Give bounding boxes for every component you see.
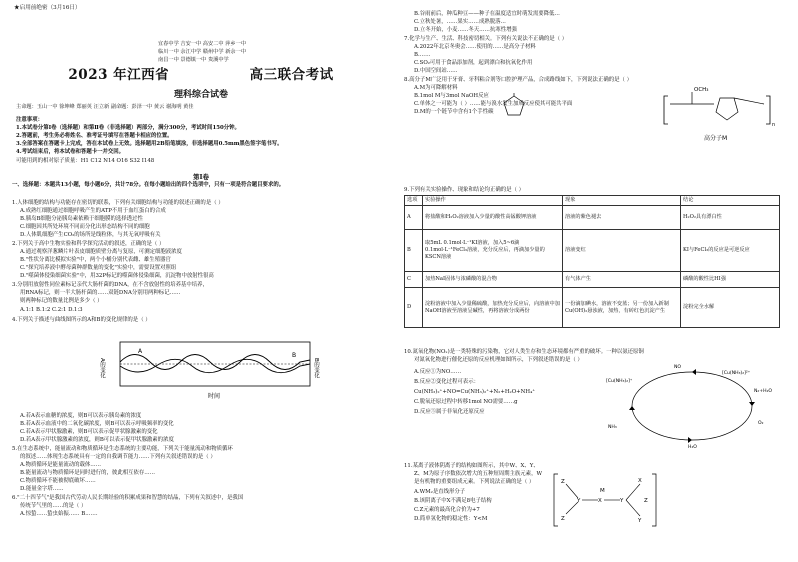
option-line: B.该阴离子中X不满足8电子结构 (414, 498, 492, 504)
polymer-och3: OCH₃ (694, 87, 709, 93)
option-line: C.SO₂可用于食品添加剂，起到漂白和抗氧化作用 (414, 60, 533, 66)
table-cell: 溶液的紫色褪去 (563, 206, 681, 230)
q4-y-right: B的变化 (313, 358, 319, 379)
cycle-arrow (749, 402, 755, 406)
table-header-cell: 现象 (563, 196, 681, 206)
cycle-arrow (692, 369, 696, 375)
question-line: Z、M为原子序数依次增大的五种短周期主族元素，W (414, 471, 543, 477)
q4-figure (100, 326, 330, 404)
question-line: 6."二十四节气"是我国古代劳动人民长期经验的积累成果和智慧的结晶，下列有关叙述中，是我国 (12, 495, 244, 501)
table-header-cell: 实验操作 (423, 196, 563, 206)
cycle-arrow (688, 437, 692, 443)
option-line: C.Z元素的最高化合价为+7 (414, 507, 480, 513)
option-line: C.细胞因其所处环境不同而分化出形态结构不同的细胞 (20, 224, 150, 230)
question-line: 7.化学与生产、生活、科技密切相关。下列有关说法不正确的是（ ） (404, 36, 568, 42)
polymer-backbone (734, 98, 764, 104)
catalytic-cycle-figure (604, 362, 784, 450)
table-cell: 加热NaI固体与浓磷酸的混合物 (423, 272, 563, 288)
option-line: D.中国空间站…… (414, 68, 458, 74)
q4-curve-a (120, 355, 310, 370)
option-line: A.惊蛰……蛰虫始振…… B.…… (20, 511, 98, 517)
cycle-label: [Cu(NH₃)₂]⁺ (606, 379, 633, 384)
left-column (8, 0, 394, 562)
option-line: A.成熟红细胞通过细胞呼吸产生的ATP不用于血红蛋白的合成 (20, 208, 166, 214)
table-cell: 有气体产生 (563, 272, 681, 288)
option-line: C.立秋处暑，……果实……成熟脱落… (414, 19, 506, 25)
cycle-arrow (629, 406, 635, 410)
option-line: B.1mol M与3mol NaOH反应 (414, 93, 489, 99)
exam-subtitle: 理科综合试卷 (173, 90, 228, 100)
anion-atom: Y (577, 498, 581, 504)
anion-atom: Z (561, 479, 565, 485)
option-line: B."性状分离比模拟实验"中，两个小桶分别代表雌、雄生殖器官 (20, 257, 171, 263)
option-line: A.WM₂是直线形分子 (414, 489, 466, 495)
question-line: 用RNA标记，则一半大肠杆菌的……双链DNA分别用两种标记…… (20, 290, 181, 296)
option-line: B.胰岛B细胞分泌胰岛素依赖于细胞膜的选择透过性 (20, 216, 143, 222)
polymer-caption: 高分子M (704, 135, 728, 142)
polymer-n: n (772, 122, 776, 128)
option-line: Cu(NH₃)₂⁺+NO=Cu(NH₃)₂⁺+N₂+H₂O+NH₄⁺ (414, 389, 536, 395)
option-line: A.物质循环是能量流动的载体…… (20, 462, 102, 468)
anion-structure-figure (552, 470, 662, 530)
question-line: 2.下列关于高中生物实验和科学探究活动的叙述，正确的是（ ） (12, 241, 165, 247)
q4-x-label: 时间 (208, 393, 221, 400)
notes-heading: 注意事项： (16, 117, 43, 123)
q4-label-a: A (138, 348, 143, 355)
section-intro: 一、选择题：本题共13小题，每小题6分，共计78分。在每小题给出的四个选项中，只有一项是符合题目要求的。 (12, 182, 285, 188)
option-line: A.反应①为NO…… (414, 369, 462, 375)
notes-line: 3.全部答案在答题卡上完成，答在本试卷上无效。选择题用2B铅笔填涂，非选择题用0.5mm黑色签字笔书写。 (16, 141, 283, 147)
cycle-label: NO (674, 365, 682, 370)
option-line: B.反应②变化过程可表示： (414, 379, 479, 385)
q9-table (404, 195, 780, 328)
option-line: D.M的一个链节中含有1个手性碳 (414, 109, 494, 115)
question-line: 5.在生态系统中，能量流动和物质循环是生态系统的主要功能，下列关于能量流动和物质循环 (12, 446, 233, 452)
option-line: B.谷雨前后，种瓜种豆——种子在温度适宜时萌发需要降低… (414, 11, 560, 17)
anion-atom: M (600, 488, 605, 494)
anion-atom: Y (638, 518, 642, 524)
option-line: D.反应⑤属于非氧化还原反应 (414, 409, 485, 415)
table-cell: D (405, 288, 423, 328)
option-line: D.人体肌细胞产生CO₂的场所是线粒体，与其无氧呼吸有关 (20, 232, 161, 238)
table-cell: 溶液变红 (563, 230, 681, 272)
notes-line: 可能用到的相对原子质量：H1 C12 N14 O16 S32 I148 (16, 158, 155, 164)
table-cell: 淀粉完全水解 (681, 288, 780, 328)
anion-bracket-left (554, 474, 558, 526)
option-line: D.立冬开始，小麦……冬天……抗寒性增强 (414, 27, 517, 33)
anion-atom: X (598, 498, 602, 504)
question-line: 的叙述……体现生态系统具有一定的自我调节能力……下列有关叙述错误的是（ ） (20, 454, 216, 460)
option-line: D.能量金字塔…… (20, 486, 64, 492)
polymer-bracket-right (766, 96, 770, 124)
option-line: A.2022年北京冬奥会……使用的……是高分子材料 (414, 44, 536, 50)
option-line: C.若A表示甲状腺激素，则B可以表示促甲状腺激素的变化 (20, 429, 158, 435)
table-header-cell: 结论 (681, 196, 780, 206)
notes-line: 4.考试结束后，将本试卷和答题卡一并交回。 (16, 149, 125, 155)
cycle-label: [Cu(NH₃)₂]²⁺ (722, 371, 751, 376)
table-row (405, 230, 780, 272)
exam-title (8, 63, 394, 83)
question-line: 对氮氧化物进行催化还原的反应机理如图所示，下列叙述错误的是（ ） (414, 357, 583, 363)
notes-line: 2.答题前，考生务必将姓名、准考证号填写在答题卡相应的位置。 (16, 133, 173, 139)
polymer-m-figure (658, 84, 782, 146)
table-cell: C (405, 272, 423, 288)
table-row (405, 288, 780, 328)
table-cell: H₂O₂具有漂白性 (681, 206, 780, 230)
anion-bond (626, 484, 640, 500)
question-line: 是有机物的重要组成元素。下列说法正确的是（ ） (414, 479, 535, 485)
table-row (405, 206, 780, 230)
question-line: 3.分别用放射性同位素标记亲代大肠杆菌的DNA，在不含放射性的培养基中培养， (12, 282, 208, 288)
cycle-label: H₂O (688, 445, 697, 450)
option-line: A.若A表示血糖的浓度，则B可以表示胰岛素的浓度 (20, 413, 142, 419)
option-line: D."噬菌体侵染细菌实验"中，用32P标记的噬菌体侵染细菌，沉淀物中放射性很高 (20, 273, 214, 279)
option-line: C.单体之一可能为（ ）……能与溴水发生加成反应使其可能共平面 (414, 101, 573, 107)
monomer-ring-figure (494, 93, 534, 119)
option-line: A.1:1 B.1:2 C.2:1 D.1:3 (20, 307, 83, 313)
q4-y-left: A的变化 (99, 358, 105, 379)
anion-atom: Z (644, 498, 648, 504)
table-cell: 淀粉溶液中加入少量稀硫酸，加热充分反应后，向溶液中加NaOH溶液至溶液呈碱性，再将溶液分成两份 (423, 288, 563, 328)
schools-row-3: 南昌一中 景德镇一中 贵溪中学 (158, 57, 229, 63)
q4-label-b: B (292, 352, 297, 359)
notes-line: 1.本试卷分第Ⅰ卷（选择题）和第Ⅱ卷（非选择题）两部分，满分300分，考试时间150分钟。 (16, 125, 240, 131)
option-line: C.脱氧还原过程中转移1mol NO需要……g (414, 399, 518, 405)
table-cell: 磷酸的酸性比HI强 (681, 272, 780, 288)
anion-atom: Y (620, 498, 624, 504)
question-line: 4.下列关于描述与曲线图所示的A和B的变化规律的是（ ） (12, 317, 151, 323)
option-line: C.物质循环不能被彻底破坏…… (20, 478, 96, 484)
cycle-label: NH₃ (608, 425, 617, 430)
cycle-label: O₂ (758, 421, 764, 426)
question-line: 10.氮氧化物(NOₓ)是一类特殊的污染物，它对人类生存和生态环境都有严重的破坏。一种以氨还原铜 (404, 349, 644, 355)
option-line: B.能量流动与物质循环是同时进行的，彼此相互依存…… (20, 470, 156, 476)
option-line: B.…… (414, 52, 431, 58)
anion-bond (566, 484, 578, 498)
anion-atom: X (638, 478, 642, 484)
schools-row-1: 宜春中学 吉安一中 高安二中 萍乡一中 (158, 41, 246, 47)
question-line: 9.下列有关实验操作、现象和结论均正确的是（ ） (404, 187, 525, 193)
table-header-cell: 选项 (405, 196, 423, 206)
table-row (405, 272, 780, 288)
authors-line: 主命题：玉山一中 徐坤峰 郑丽英 汪立新 副命题：彭泽一中 黄云 谢海明 黄佳 (16, 104, 194, 110)
secret-label: ★启用前绝密（3月16日） (14, 5, 81, 11)
option-line: A.通过观察洋葱鳞片叶表皮细胞质壁分离与复原，可测定细胞液浓度 (20, 249, 182, 255)
option-line: D.若A表示甲状腺激素的浓度，则B可以表示促甲状腺激素的浓度 (20, 437, 174, 443)
polymer-ring (716, 98, 738, 120)
monomer-ring (504, 96, 524, 115)
option-line: B.若A表示血液中的二氧化碳浓度，则B可以表示呼吸频率的变化 (20, 421, 174, 427)
option-line: D.简单氢化物的稳定性：Y<M (414, 516, 488, 522)
table-cell: KI与FeCl₃的反应是可逆反应 (681, 230, 780, 272)
question-line: 11.某离子液体阴离子的结构如图所示，其中W、X、Y、 (404, 463, 539, 469)
polymer-bracket-left (664, 96, 668, 124)
option-line: C."探究培养液中酵母菌种群数量的变化"实验中，需要设置对照组 (20, 265, 177, 271)
schools-row-2: 临川一中 余江中学 赣州中学 新余一中 (158, 49, 246, 55)
title-right: 高三联合考试 (249, 67, 334, 83)
title-left: 2023 年江西省 (68, 67, 170, 83)
cycle-loop (632, 372, 752, 440)
table-cell: A (405, 206, 423, 230)
anion-bracket-right (652, 474, 656, 526)
anion-atom: Z (561, 516, 565, 522)
question-line: 则两种标记的数量比例是多少（ ） (20, 298, 103, 304)
table-cell: 将盐酸和H₂O₂溶液加入少量的酸性高锰酸钾溶液 (423, 206, 563, 230)
question-line: 1.人体细胞的结构与功能存在密切的联系，下列有关细胞结构与功能的叙述正确的是（ ） (12, 200, 224, 206)
option-line: A.M为可降解材料 (414, 85, 458, 91)
table-cell: 取5mL 0.1mol·L⁻¹KI溶液，加入5~6滴0.1mol·L⁻¹FeCl₃溶液，充分反应后，再滴加少量的KSCN溶液 (423, 230, 563, 272)
anion-bond (626, 500, 640, 516)
right-column (402, 0, 786, 562)
question-line: 传统节气里的……的是（ ） (20, 503, 87, 509)
table-header-row (405, 196, 780, 206)
question-line: 8.高分子M广泛用于牙膏、牙科粘合剂等口腔护理产品，合成路线如下，下列说法正确的是（ ） (404, 77, 633, 83)
section-label: 第Ⅰ卷 (192, 173, 210, 181)
table-cell: B (405, 230, 423, 272)
table-cell: 一份滴加碘水，溶液不变蓝；另一份加入新制Cu(OH)₂悬浊液，加热，有砖红色沉淀产生 (563, 288, 681, 328)
cycle-label: N₂+H₂O (754, 389, 773, 394)
